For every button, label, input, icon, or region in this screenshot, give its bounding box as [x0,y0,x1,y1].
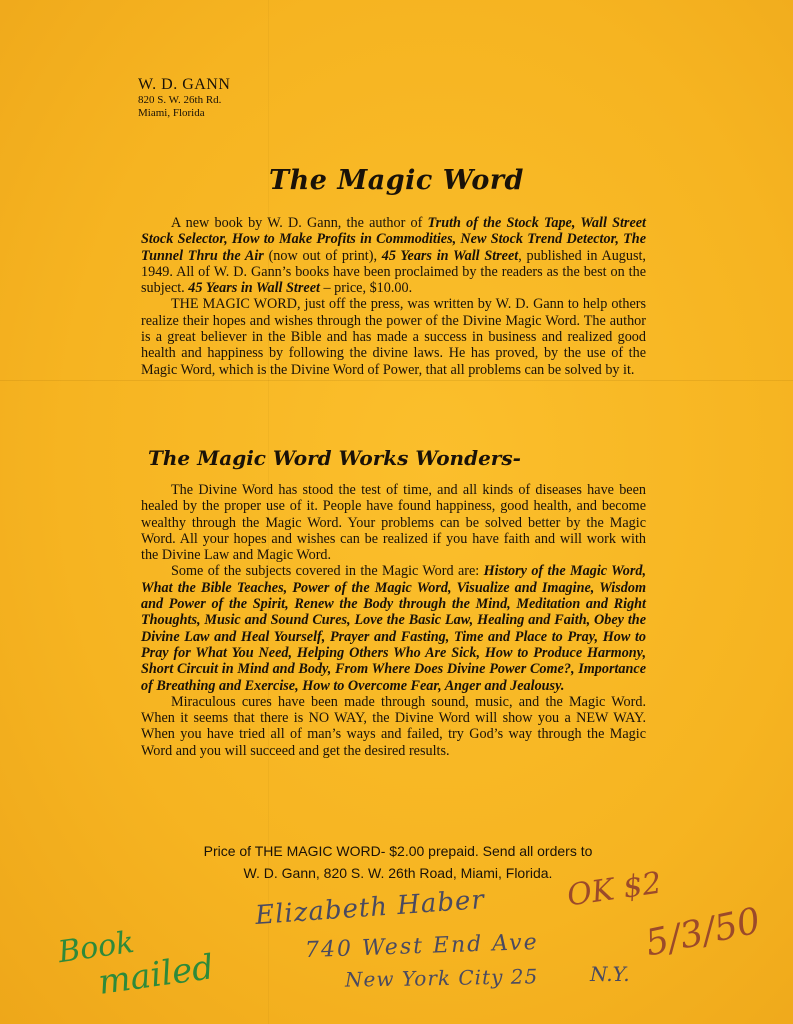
text-run: A new book by W. D. Gann, the author of [171,215,428,231]
intro-paragraph [141,296,646,377]
body-paragraph [141,563,646,693]
text-run: , published in August, 1949. All of W. D. Gann’s books have been proclaimed by the readers as the best on the subject. [141,247,646,297]
text-run: (now out of print), [263,247,382,264]
handwritten-name: Elizabeth Haber [254,885,486,931]
text-run: Some of the subjects covered in the Magic Word are: [171,563,484,580]
handwritten-state: N.Y. [590,962,630,986]
handwritten-payment-note: OK $2 [565,865,664,914]
italic-text-run: 45 Years in Wall Street [381,247,519,264]
handwritten-city: New York City 25 [344,964,539,992]
text-run: Miraculous cures have been made through sound, music, and the Magic Word. When it seems that there is NO WAY, the Divine Word will show you a NEW WAY. When you have tried all of man’s ways and failed, try God’s way through the Magic Word and you will succeed and get the desired results. [141,693,646,759]
document-title: The Magic Word [269,165,524,196]
body-section [141,482,646,759]
handwritten-note-mailed: mailed [95,947,217,1003]
section-heading: The Magic Word Works Wonders- [148,446,521,470]
italic-text-run: Truth of the Stock Tape, Wall Street Stock Selector, How to Make Profits in Commodities, New Stock Trend Detector, The Tunnel Thru the Air [141,215,646,264]
handwritten-date: 5/3/50 [642,900,764,965]
paper-fold-horizontal [0,380,793,381]
order-line-price: Price of THE MAGIC WORD- $2.00 prepaid. Send all orders to [203,843,593,859]
italic-text-run: History of the Magic Word, What the Bible Teaches, Power of the Magic Word, Visualize and Imagine, Wisdom and Power of the Spirit, Renew the Body through the Mind, Meditation and Right Thoughts, Music and Sound Cures, Love the Basic Law, Healing and Faith, Obey the Divine Law and Heal Yourself, Prayer and Fasting, Time and Place to Pray, How to Pray for What You Need, Helping Others Who Are Sick, How to Produce Harmony, Short Circuit in Mind and Body, From Where Does Divine Power Come?, Importance of Breathing and Exercise, How to Overcome Fear, Anger and Jealousy. [141,563,646,694]
intro-section [141,215,646,378]
letterhead-name: W. D. GANN [138,76,231,93]
handwritten-note-book: Book [55,924,137,971]
intro-paragraph [141,215,646,296]
body-paragraph [141,482,646,563]
letterhead-address: 820 S. W. 26th Rd. [138,94,222,107]
italic-text-run: 45 Years in Wall Street [188,280,320,297]
letterhead [138,76,230,120]
body-paragraph [141,694,646,759]
handwritten-street: 740 West End Ave [304,929,540,964]
order-line-address: W. D. Gann, 820 S. W. 26th Road, Miami, Florida. [243,865,553,881]
text-run: The Divine Word has stood the test of time, and all kinds of diseases have been healed by the proper use of it. People have found happiness, good health, and become wealthy through the Magic Word. Your problems can be solved better by the Magic Word. All your hopes and wishes can be realized if you have faith and will work with the Divine Law and Magic Word. [141,482,646,564]
letterhead-city: Miami, Florida [138,107,205,120]
text-run: – price, $10.00. [319,280,413,297]
text-run: THE MAGIC WORD, just off the press, was written by W. D. Gann to help others realize their hopes and wishes through the power of the Divine Magic Word. The author is a great believer in the Bible and has made a success in business and realized good health and happiness by following the divine laws. He has proved, by the use of the Magic Word, which is the Divine Word of Power, that all problems can be solved by it. [141,296,646,378]
